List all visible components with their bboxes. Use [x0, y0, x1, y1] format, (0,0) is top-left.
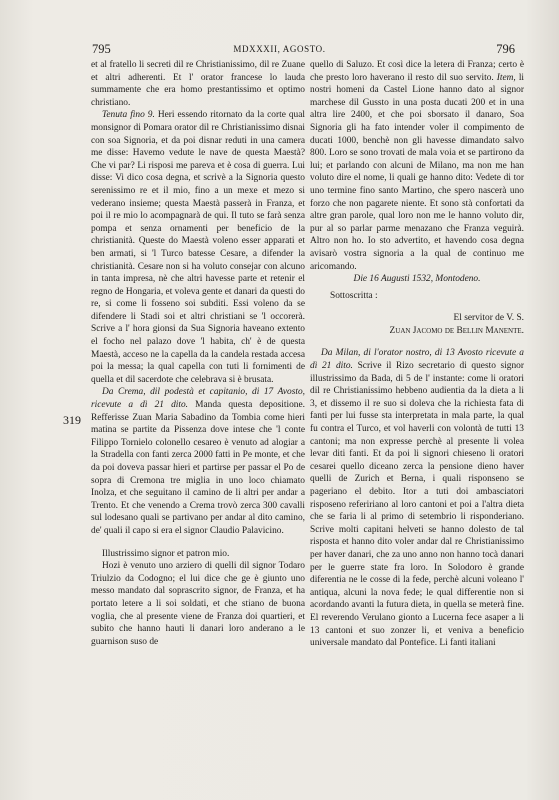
running-title: MDXXXII, AGOSTO.	[233, 44, 326, 54]
entry-text: Scrive il Rizo secretario di questo signor illustrissimo da Bada, di 5 de l' instante: come li oratori dil re Christianissimo hebbeno audientia da la dieta a li 3, et dissemo il re suo si doleva che la richiesta fata di fanti per lui fusse sta interpretata in mala parte, la qual fu contra el Turco, et vol haverli con volontà de tutti 13 cantoni; ma non expresse perchè al presente li volea levar diti fanti. Et da poi li signori chieseno li oratori cesarei quello diceano zerca la pensione dieno haver quelli de Zurich et Berna, i quali risponseno se pageriano el debito. Itor a tuti doi ambasciatori risposeno refeririano al loro cantoni et poi a l'altra dieta che se faria li al primo di setembrio li risponderiano. Scrive molti capitani helveti se hanno dolesto de tal risposta et hanno dito voler andar dal re Christianissimo per haver danari, che za uno anno non hanno tocà danari per le guerre state fra loro. In Solodoro è grande diferentia ne le cosse di la fede, perchè alcuni voleano l' antiqua, alcuni la nova fede; le qual differentie non si acordando avanti la futura dieta, in quella se meterà fine. El reverendo Verulano gionto a Lucerna fece asaper a li 13 cantoni et suo zonzer li, et veniva a beneficio universale mandato dal Pontefice. Li fanti italiani	[310, 361, 524, 649]
page-number-left: 795	[92, 42, 111, 56]
paragraph	[91, 386, 305, 537]
paragraph: quello di Saluzo. Et così dice la letera di Franza; certo è che presto loro haverano il resto dil suo servito. Item, li nostri homeni da Castel Lione hanno dato al signor marchese dil Gussto in una posta ducati 200 et in una altra lire 2400, et che poi sborsato il danaro, Soa Signoria gli ha fato intender voler il compimento de ducati 1000, benchè non gli havesse dimandato salvo 800. Loro se sono trovati de mala voia et se partirono da lui; et parlando con alcuni de Milano, ma non me han voluto dire el nome, li quali ge hanno dito: Vedete di tor uno termine fino santo Martino, che spero nascerà uno forzo che non pagarete niente. Et sono stà confortati da altre gran parole, qual loro non me le hanno voluto dir, pur al so parlar parme menazano che Franza veguirà. Altro non ho. Io sto advertito, et havendo cosa degna avisarò vostra signoria a la qual de continuo me aricomando.	[310, 60, 525, 272]
signature-label: Sottoscritta :	[330, 290, 378, 301]
left-column	[91, 59, 305, 648]
entry-heading: Da Crema, dil podestà et capitanio, di 17 Avosto, ricevute a dì 21 dito.	[91, 387, 305, 411]
paragraph: et al fratello li secreti dil re Christianissimo, dil re Zuane et altri adherenti. Et l' orator francese lo lauda summamente che era homo prestantissimo et optimo christiano.	[91, 60, 305, 108]
entry-text: Manda questa depositione. Refferisse Zuan Maria Sabadino da Tombia come hieri matina se partite da Pissenza dove intese che 'l conte Filippo Tornielo colonello cesareo è venuto ad alogiar a la Stradella con fanti zerca 2000 fatti in Pe monte, et che da poi doveva passar hieri et partirse per passar el Po de sopra di Cremona tre miglia in uno loco chiamato Inolza, et che seguitano il camino de li altri per andar a Trento. Et che venendo a Crema trovò zerca 300 cavalli sul lodesano quali se partivano per andar al dito camino, de' quali il capo si era el signor Claudio Palavicino.	[91, 400, 305, 536]
entry-text: Heri essendo ritornato da la corte qual monsignor di Pomara orator dil re Christianissimo disnai con soa Signoria, et da poi disnar reduti in una camera me disse: Havemo vedute le nave de questa Maestà? Che vi par? Li risposi me pareva et è cosa di guerra. Lui disse: Vi dico cosa degna, et scrivè a la Signoria questo serenissimo re et il mio, fino a un mexe et mezo si vederano insieme; questa Maestà passerà in Franza, et poi il re mio lo acompagnarà de qui. Il tuto se farà senza pompa et senza ornamenti per beneficio de la christianità. Queste do Maestà voleno esser apparati et ben armati, si 'l Turco batesse Cesare, a difender la christianità. Cesare non si ha voluto consejar con alcuno in tanta impresa, nè che altri havesse parte et retenir el regno de Hongaria, et voleva gente et danari da questi do re, si come li fosseno soi subditi. Essi voleno da se difendere li Stadi soi et altri christiani se 'l occorerà. Scrive a l' hora gionsi da Sua Signoria haveano extento el focho nel palazo dove 'l habita, ch' è de questa Maestà, acceso ne la capella da la candela restada accesa poi la messa; la qual capella con tuti li fornimenti de quella et dil sacerdote che celebrava si è brusata.	[91, 110, 306, 385]
right-column	[310, 59, 524, 650]
paragraph	[310, 347, 524, 649]
paragraph: Hozi è venuto uno arziero di quelli dil signor Todaro Triulzio da Codogno; el lui dice che ge è giunto uno messo mandato dal soprascrito signor, de Franza, et ha portato letere a li soi soldati, et che stiano de buona voglia, che al presente viene de Franza doi quartieri, et subito che hanno hauti li danari loro anderano a le guarnison suso de	[91, 561, 305, 647]
page-header	[0, 42, 559, 58]
signature-name: Zuan Jacomo de Bellin Manente.	[389, 325, 524, 336]
item-word: Item,	[496, 72, 516, 83]
salutation: Illustrissimo signor et patron mio.	[102, 548, 230, 559]
paragraph	[91, 109, 305, 386]
margin-column-number: 319	[63, 413, 81, 427]
entry-heading: Da Milan, di l'orator nostro, di 13 Avosto ricevute a dì 21 dito.	[310, 348, 524, 372]
page-number-right: 796	[496, 42, 515, 56]
signature-line: El servitor de V. S.	[453, 313, 524, 324]
letter-date: Die 16 Augusti 1532, Montodeno.	[353, 274, 481, 285]
entry-heading: Tenuta fino 9.	[102, 110, 155, 121]
